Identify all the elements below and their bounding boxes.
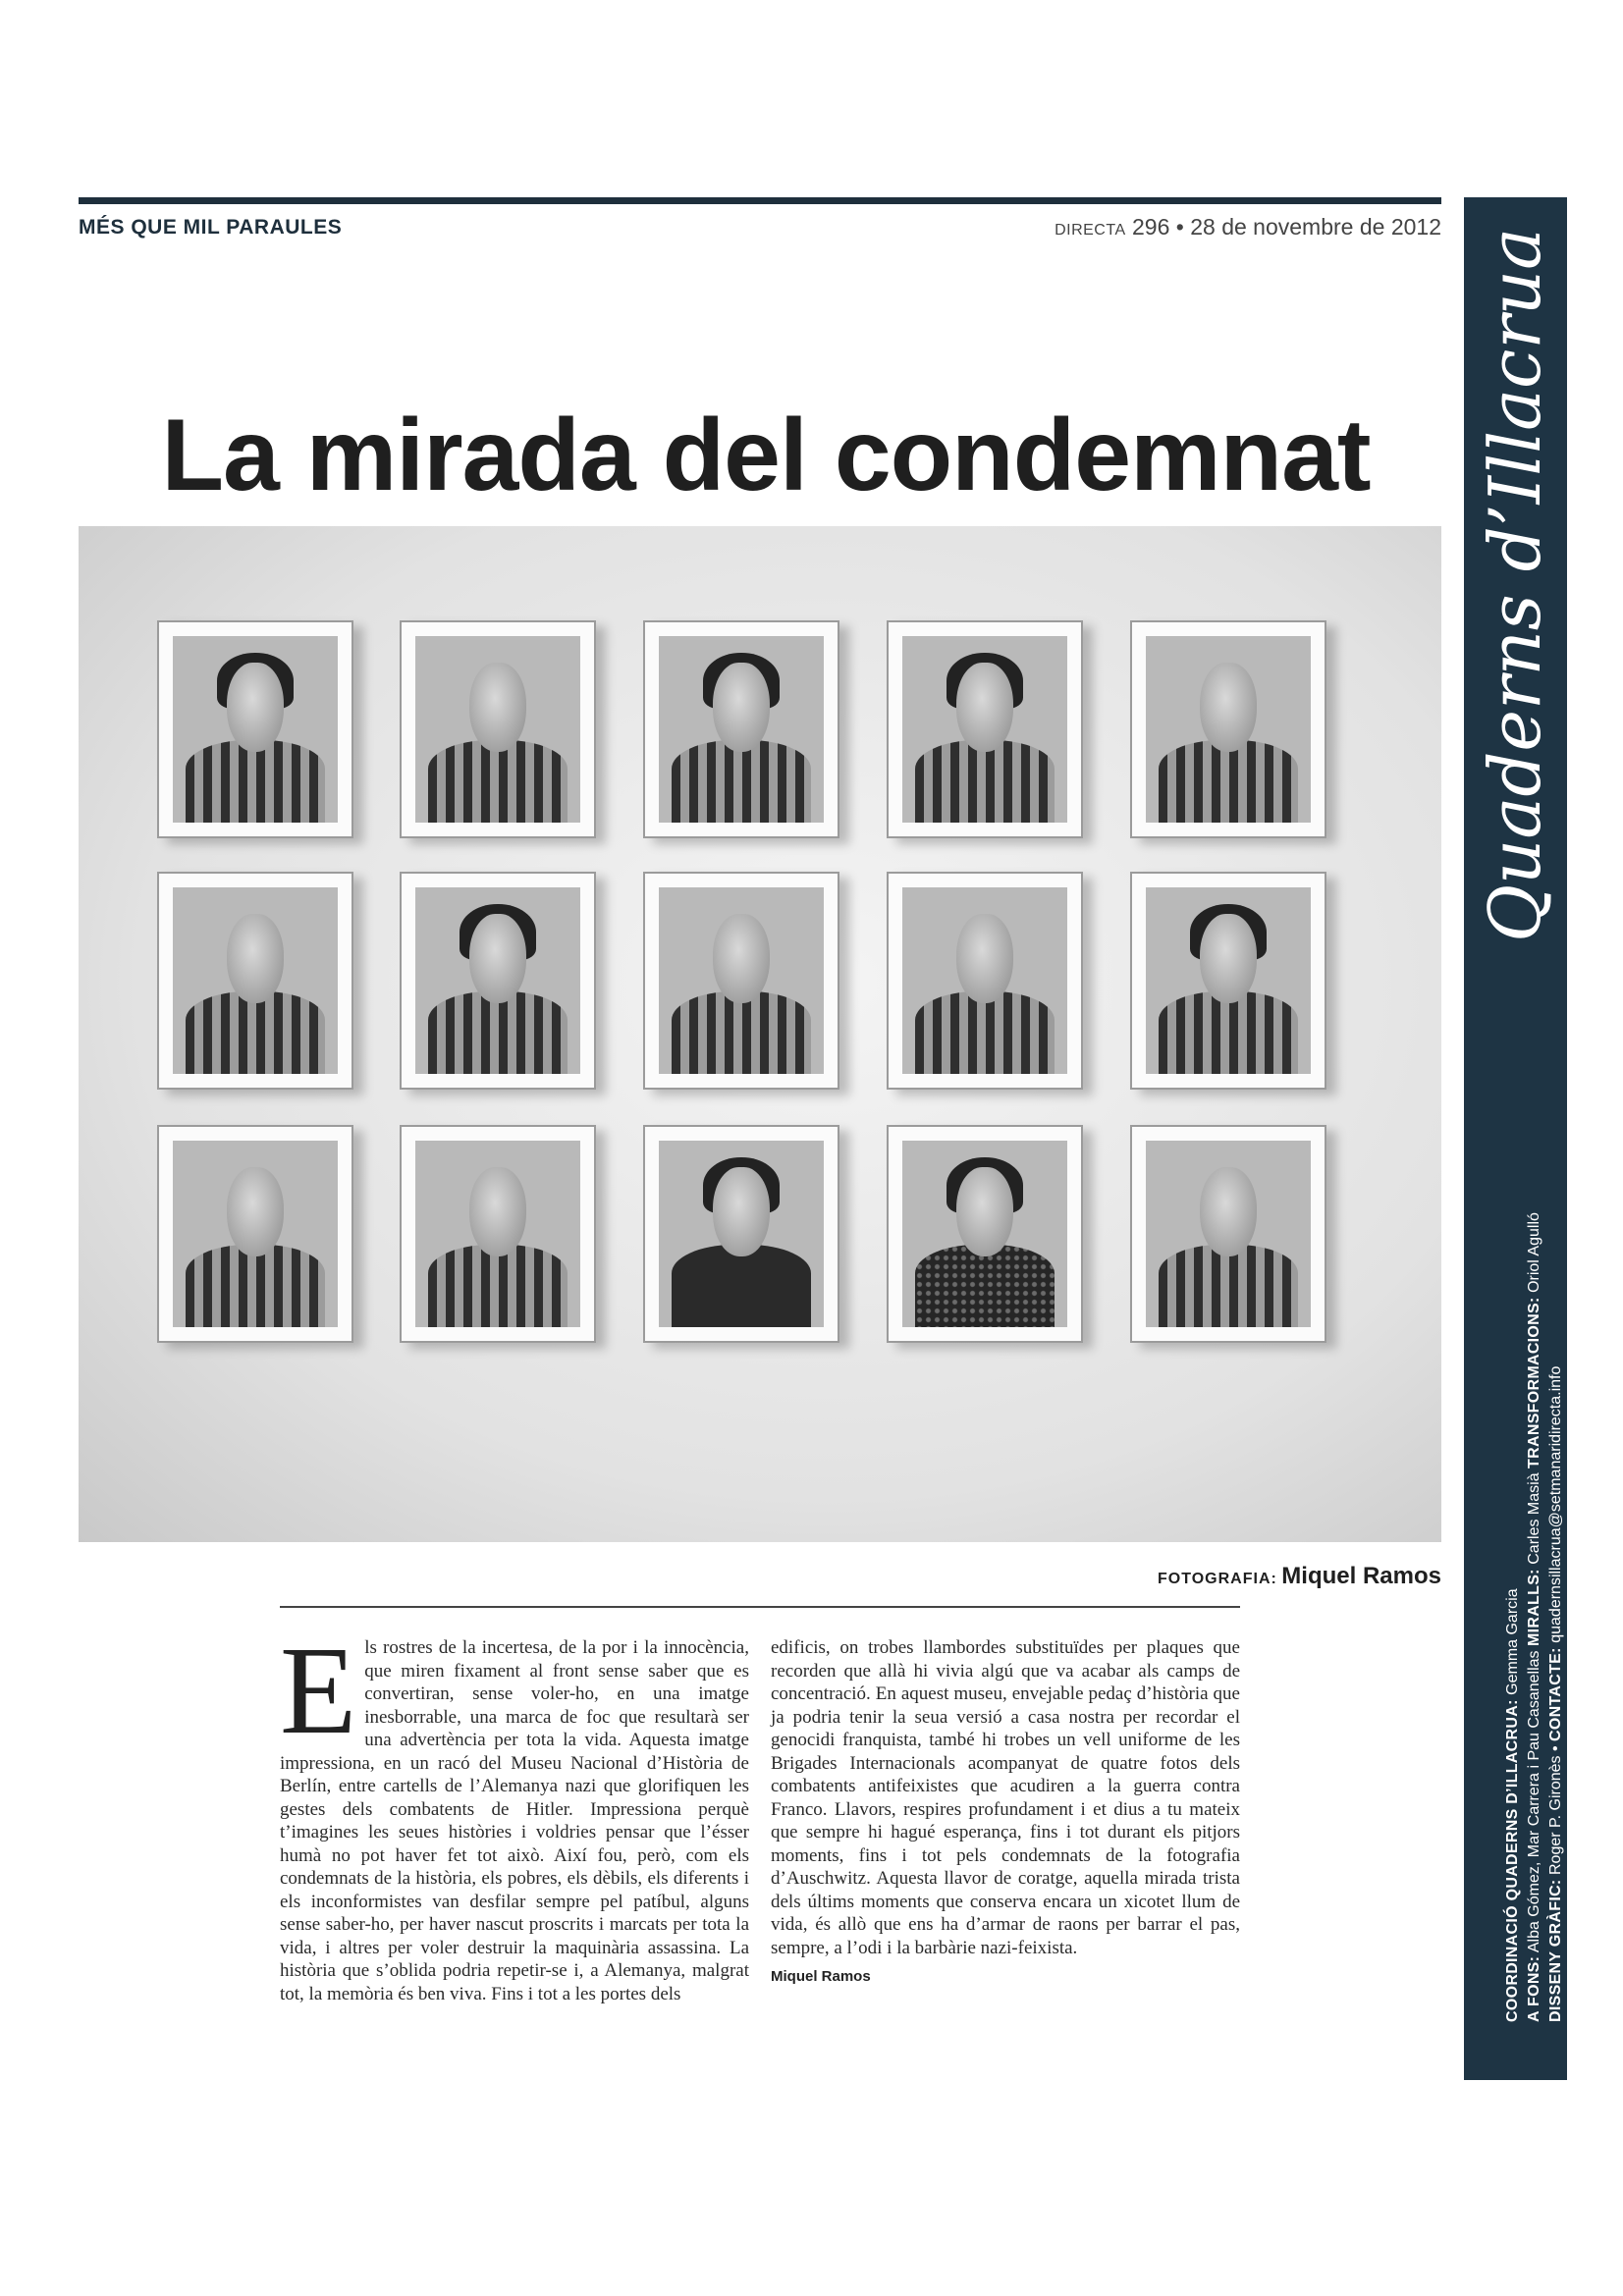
portrait-frame — [400, 872, 596, 1090]
header-rule — [79, 197, 1441, 204]
credit-value: Roger P. Gironès • — [1547, 1740, 1564, 1880]
portrait-photo — [902, 636, 1067, 823]
portrait-frame — [643, 620, 839, 838]
portrait-face — [227, 663, 283, 752]
portrait-frame — [1130, 620, 1326, 838]
credit-line — [1524, 1212, 1545, 2022]
portrait-photo — [173, 1141, 338, 1327]
portrait-uniform — [1159, 1245, 1297, 1327]
credit-value: Gemma Garcia — [1504, 1588, 1521, 1700]
portrait-face — [956, 1167, 1012, 1256]
portrait-photo — [902, 887, 1067, 1074]
credit-value: Alba Gómez, Mar Carrera i Pau Casanellas — [1526, 1646, 1542, 1956]
credit-label: DISSENY GRÀFIC: — [1547, 1879, 1564, 2022]
credit-label: TRANSFORMACIONS: — [1526, 1297, 1542, 1468]
portrait-frame — [400, 1125, 596, 1343]
issue-separator: • — [1175, 214, 1191, 240]
section-label: MÉS QUE MIL PARAULES — [79, 216, 343, 239]
portrait-uniform — [428, 991, 567, 1074]
issue-date: 28 de novembre de 2012 — [1190, 214, 1441, 240]
portrait-uniform — [672, 991, 810, 1074]
portrait-uniform — [1159, 740, 1297, 823]
portrait-frame — [643, 1125, 839, 1343]
portrait-face — [227, 1167, 283, 1256]
portrait-photo — [1146, 887, 1311, 1074]
article-column-1 — [280, 1621, 749, 2005]
dropcap: E — [280, 1621, 357, 1760]
portrait-uniform — [186, 740, 324, 823]
photo-credit-label: FOTOGRAFIA — [1158, 1571, 1271, 1587]
portrait-face — [713, 663, 769, 752]
portrait-face — [713, 1167, 769, 1256]
portrait-photo — [173, 636, 338, 823]
portrait-frame — [157, 872, 353, 1090]
portrait-uniform — [672, 1245, 810, 1327]
issue-brand: DIRECTA — [1055, 222, 1126, 239]
photo-credit — [1158, 1563, 1441, 1590]
portrait-photo — [1146, 636, 1311, 823]
portrait-uniform — [915, 1245, 1054, 1327]
portrait-frame — [887, 872, 1083, 1090]
article-title: La mirada del condemnat — [161, 399, 1371, 512]
portrait-uniform — [672, 740, 810, 823]
credit-value: Carles Masià — [1526, 1468, 1542, 1570]
portrait-photo — [659, 887, 824, 1074]
portrait-photo — [415, 1141, 580, 1327]
portrait-face — [469, 663, 525, 752]
author-signature: Miquel Ramos — [771, 1968, 871, 1985]
credit-label: A FONS: — [1526, 1955, 1542, 2022]
credit-line — [1545, 1365, 1567, 2022]
credit-label: MIRALLS: — [1526, 1569, 1542, 1647]
portrait-frame — [400, 620, 596, 838]
portrait-uniform — [428, 1245, 567, 1327]
portrait-face — [227, 914, 283, 1003]
article-text-2: edificis, on trobes llambordes substituïdes per plaques que recorden que allà hi vivia algú que va acabar als camps de concentració. En aquest museu, envejable pedaç d’història que ja podria tenir la seua versió a casa nostra per recordar el genocidi franquista, també hi trobes un vell uniforme de les Brigades Internacionals acompanyat de quatre fotos dels combatents antifeixistes que acudiren a la guerra contra Franco. Llavors, respires profundament i et dius a tu mateix que sempre hi hagué esperança, fins i tot durant els pitjors moments, fins i tot pels condemnats de la fotografia d’Auschwitz. Aquesta llavor de coratge, aquella mirada trista dels últims moments que conserva encara un xicotet llum de vida, és allò que ens ha d’armar de raons per barrar el pas, sempre, a l’odi i la barbàrie nazi-feixista. — [771, 1637, 1240, 1958]
credit-label: CONTACTE: — [1547, 1647, 1564, 1741]
issue-info — [1055, 214, 1441, 240]
sidebar-brand: Quaderns d’Illacrua — [1474, 227, 1556, 942]
portrait-photo — [415, 887, 580, 1074]
portrait-frame — [1130, 1125, 1326, 1343]
portrait-uniform — [428, 740, 567, 823]
portrait-face — [1200, 1167, 1256, 1256]
portrait-frame — [643, 872, 839, 1090]
portrait-frame — [887, 620, 1083, 838]
credit-label: COORDINACIÓ QUADERNS D’ILLACRUA: — [1504, 1699, 1521, 2022]
portrait-uniform — [186, 991, 324, 1074]
credit-value: quadernsillacrua@setmanaridirecta.info — [1547, 1365, 1564, 1648]
credit-rule — [280, 1606, 1240, 1608]
portrait-photo — [659, 1141, 824, 1327]
credit-value: Oriol Agulló — [1526, 1212, 1542, 1298]
portrait-face — [1200, 914, 1256, 1003]
portrait-photo — [415, 636, 580, 823]
portrait-uniform — [186, 1245, 324, 1327]
portrait-face — [956, 663, 1012, 752]
portrait-face — [469, 914, 525, 1003]
photo-credit-colon: : — [1271, 1571, 1277, 1587]
portrait-uniform — [915, 740, 1054, 823]
portrait-photo — [902, 1141, 1067, 1327]
issue-number: 296 — [1132, 214, 1170, 240]
portrait-photo — [1146, 1141, 1311, 1327]
article-text-1: ls rostres de la incertesa, de la por i la innocència, que miren fixament al front sense saber que es convertiran, sense voler-ho, en una imatge inesborrable, una marca de foc que resultarà ser una advertència per tota la vida. Aquesta imatge impressiona, en un racó del Museu Nacional d’Història de Berlín, entre cartells de l’Alemanya nazi que glorifiquen les gestes dels combatents de Hitler. Impressiona perquè t’imagines les seues històries i voldries pensar que l’ésser humà no pot haver fet tot això. Així fou, però, com els condemnats de la història, els pobres, els dèbils, els diferents i els inconformistes van desfilar sempre pel patíbul, alguns sense saber-ho, per haver nascut proscrits i marcats per tota la vida, i altres per voler destruir la maquinària assassina. La història que s’oblida podria repetir-se i, a Alemanya, malgrat tot, la memòria és ben viva. Fins i tot a les portes dels — [280, 1637, 749, 2004]
portrait-frame — [157, 620, 353, 838]
portrait-face — [956, 914, 1012, 1003]
portrait-frame — [1130, 872, 1326, 1090]
article-column-2 — [771, 1636, 1240, 1959]
portrait-photo — [659, 636, 824, 823]
portrait-uniform — [1159, 991, 1297, 1074]
portrait-frame — [157, 1125, 353, 1343]
portrait-face — [469, 1167, 525, 1256]
photo-credit-name: Miquel Ramos — [1281, 1563, 1441, 1589]
portrait-face — [713, 914, 769, 1003]
sidebar-credits — [1502, 1212, 1571, 2022]
portrait-frame — [887, 1125, 1083, 1343]
portrait-uniform — [915, 991, 1054, 1074]
credit-line — [1502, 1472, 1524, 2022]
portrait-face — [1200, 663, 1256, 752]
photo-portrait-grid — [79, 526, 1441, 1542]
portrait-photo — [173, 887, 338, 1074]
